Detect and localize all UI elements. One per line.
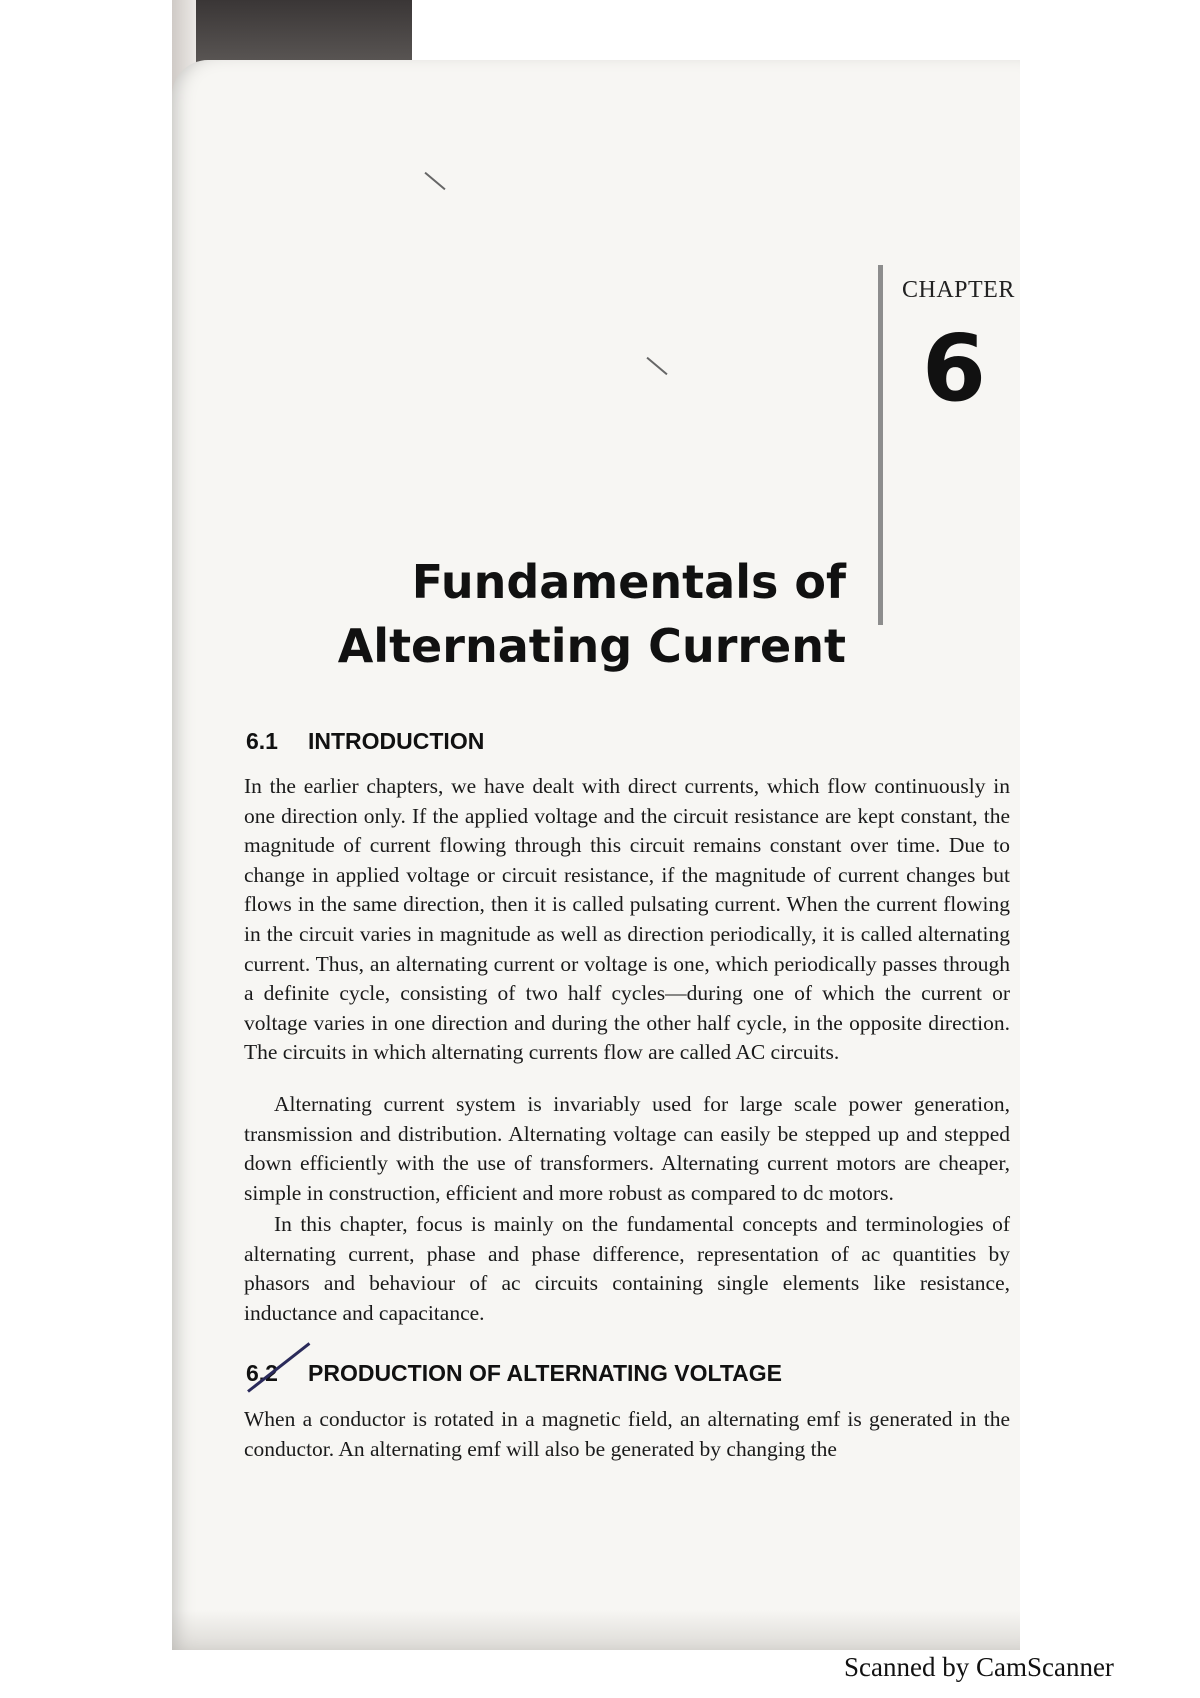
section-title: PRODUCTION OF ALTERNATING VOLTAGE — [308, 1360, 783, 1386]
section-heading-6-2 — [246, 1360, 782, 1387]
section-number: 6.2 — [246, 1360, 278, 1386]
book-page — [172, 60, 1020, 1650]
paragraph-intro-3: In this chapter, focus is mainly on the fundamental concepts and terminologies of alternating current, phase and phase difference, representation of ac quantities by phasors and behaviour of ac circuits containing single elements like resistance, inductance and capacitance. — [244, 1212, 1010, 1325]
page-shadow — [172, 1610, 1020, 1650]
pen-mark — [646, 357, 667, 375]
section-heading-6-1 — [246, 728, 484, 755]
pen-mark — [424, 172, 445, 190]
chapter-title — [292, 550, 846, 678]
chapter-rule — [878, 265, 883, 625]
scanner-watermark: Scanned by CamScanner — [844, 1652, 1114, 1682]
chapter-label: CHAPTER — [902, 277, 1015, 303]
chapter-title-line-1: Fundamentals of — [411, 555, 846, 609]
chapter-title-line-2: Alternating Current — [337, 619, 846, 673]
paragraph-production-1: When a conductor is rotated in a magnetic field, an alternating emf is generated in the conductor. An alternating emf will also be generated by changing the — [244, 1407, 1010, 1461]
section-title: INTRODUCTION — [308, 728, 485, 754]
chapter-number: 6 — [922, 315, 987, 422]
paragraph-intro-1: In the earlier chapters, we have dealt with direct currents, which flow continuously in one direction only. If the applied voltage and the circuit resistance are kept constant, the magnitude of current flowing through this circuit remains constant over time. Due to change in applied voltage or circuit resistance, if the magnitude of current changes but flows in the same direction, then it is called pulsating current. When the current flowing in the circuit varies in magnitude as well as direction periodically, it is called alternating current. Thus, an alternating current or voltage is one, which periodically passes through a definite cycle, consisting of two half cycles—during one of which the current or voltage varies in one direction and during the other half cycle, in the opposite direction. The circuits in which alternating currents flow are called AC circuits. — [244, 774, 1010, 1065]
paragraph-intro-2: Alternating current system is invariably used for large scale power generation, transmission and distribution. Alternating voltage can easily be stepped up and stepped down efficiently with the use of transformers. Alternating current motors are cheaper, simple in construction, efficient and more robust as compared to dc motors. — [244, 1092, 1010, 1205]
section-number: 6.1 — [246, 728, 278, 754]
chapter-marker — [878, 265, 1015, 625]
